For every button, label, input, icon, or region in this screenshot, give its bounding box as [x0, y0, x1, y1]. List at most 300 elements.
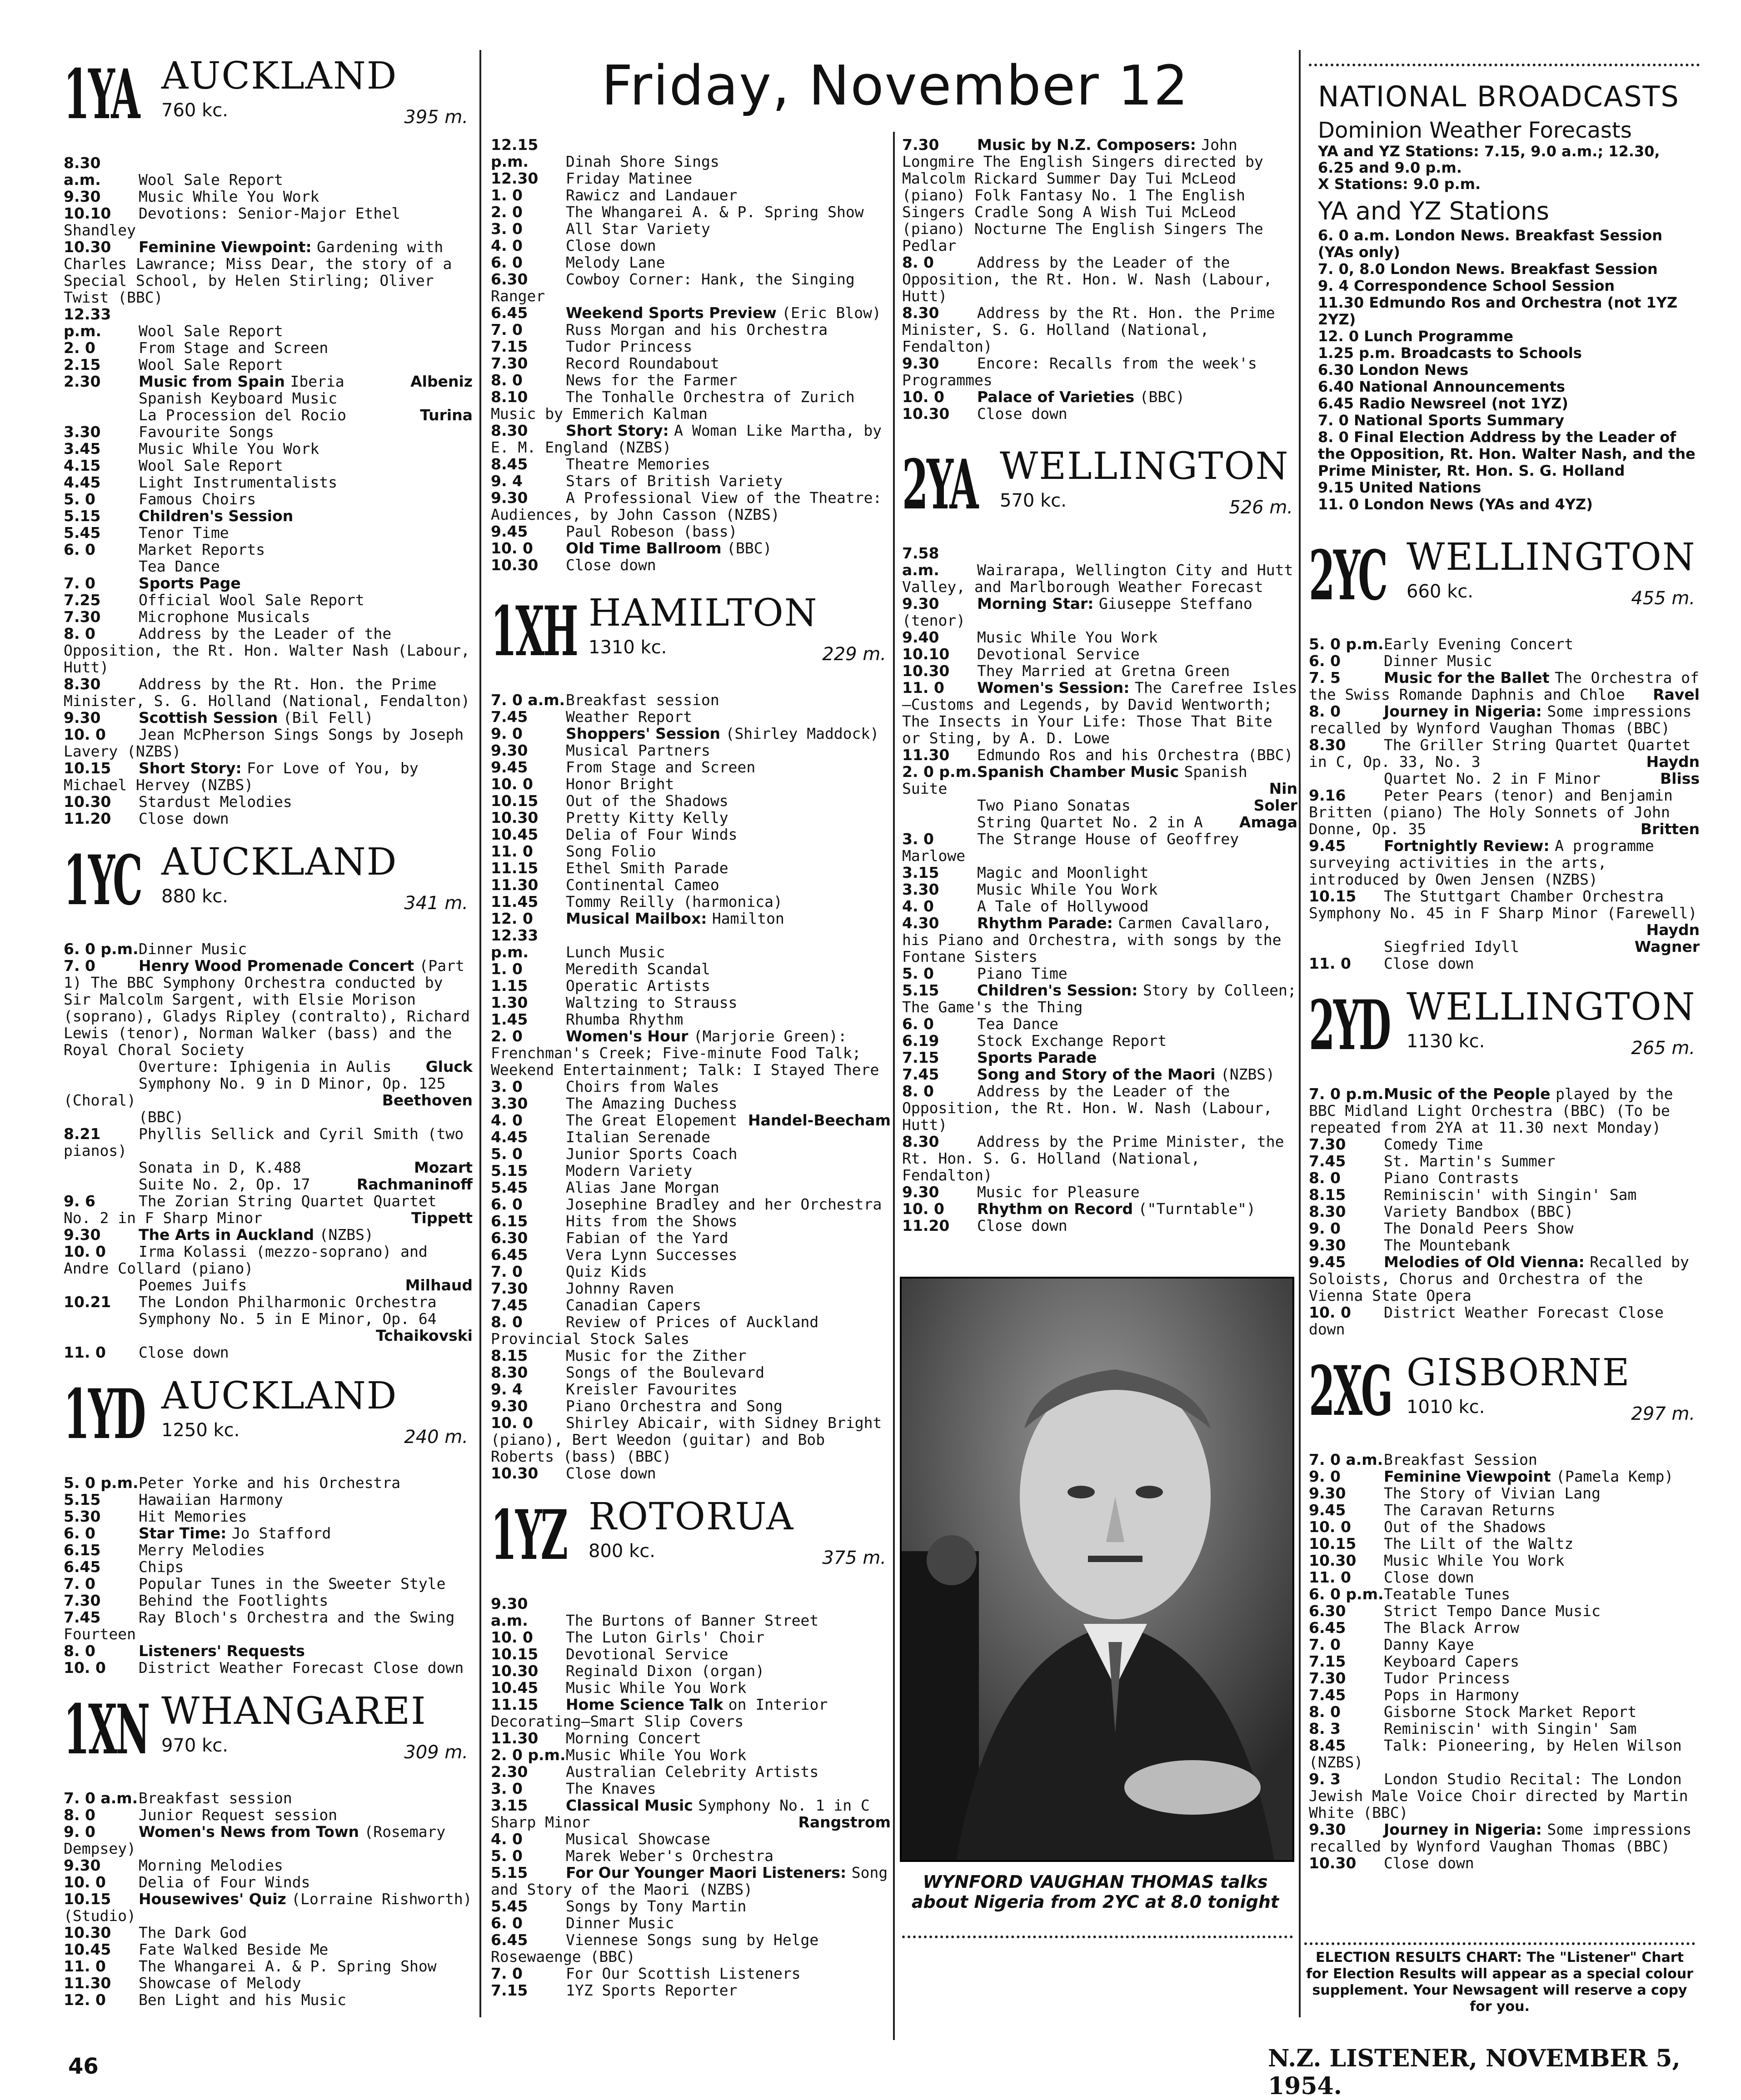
national-item: 7. 0 National Sports Summary [1318, 412, 1565, 429]
station-code: 1YA [64, 55, 139, 134]
entry-time: 8. 0 [1309, 1703, 1341, 1721]
entry-time: 8.45 [1309, 1737, 1346, 1754]
schedule-entry [902, 915, 1297, 965]
entry-time: 5.15 [64, 1491, 101, 1508]
entry-text: The Caravan Returns [1384, 1501, 1556, 1519]
schedule-entry [1309, 1220, 1700, 1237]
entry-text: Delia of Four Winds [566, 826, 738, 843]
station-header-1yd [64, 1370, 473, 1474]
entry-text: Magic and Moonlight [977, 864, 1149, 881]
schedule-1xh [491, 692, 891, 1482]
entry-text: Devotional Service [566, 1645, 728, 1663]
portrait-illustration [902, 1279, 1292, 1860]
entry-time: 2.30 [491, 1763, 528, 1781]
schedule-entry [64, 1525, 473, 1542]
entry-time: 12.30 [491, 169, 539, 187]
entry-time: 7.30 [64, 608, 101, 626]
entry-time: 3.15 [902, 864, 939, 881]
entry-time: 10.45 [491, 1679, 539, 1697]
entry-text: Fate Walked Beside Me [139, 1941, 329, 1958]
schedule-entry [902, 545, 1297, 595]
entry-text: Johnny Raven [566, 1279, 674, 1297]
schedule-entry [491, 1898, 891, 1915]
entry-text: Reminiscin' with Singin' Sam [1384, 1720, 1637, 1737]
schedule-entry [902, 679, 1297, 746]
entry-text: From Stage and Screen [566, 758, 756, 776]
entry-text: Wool Sale Report [139, 356, 283, 373]
national-title: NATIONAL BROADCASTS [1318, 80, 1680, 113]
entry-text: Music for Pleasure [977, 1183, 1140, 1201]
entry-text: John Longmire The English Singers directed by Malcolm Rickard Summer Day Tui McLeod (piano) Folk Fantasy No. 1 The English Singers Cradle Song A Wish Tui McLeod (piano) Nocturne The English Singers The Pedlar [902, 136, 1263, 254]
column-rule [479, 50, 481, 2017]
entry-text: Songs of the Boulevard [566, 1364, 765, 1381]
schedule-entry [1309, 652, 1700, 669]
entry-text: Record Roundabout [566, 354, 719, 372]
entry-text: (Shirley Maddock) [725, 725, 879, 742]
entry-time: 11. 0 [1309, 955, 1351, 972]
entry-time: 6.30 [491, 270, 528, 288]
election-results-note: ELECTION RESULTS CHART: The "Listener" Chart for Election Results will appear as a special colour supplement. Your Newsagent will reserve a copy for you. [1304, 1942, 1695, 2015]
entry-title: Music from Spain [139, 373, 290, 390]
schedule-entry [491, 776, 891, 792]
entry-time: 10.30 [64, 793, 111, 811]
schedule-entry [491, 557, 891, 573]
entry-text: The Strange House of Geoffrey Marlowe [902, 830, 1239, 865]
entry-text: Waltzing to Strauss [566, 994, 738, 1011]
entry-text: Recalled by Soloists, Chorus and Orchestra of the Vienna State Opera [1309, 1253, 1689, 1304]
entry-text: Some impressions recalled by Wynford Vaughan Thomas (BBC) [1309, 1821, 1692, 1855]
schedule-entry [1309, 1636, 1700, 1653]
entry-time: 8. 0 [491, 371, 523, 389]
station-wavelength: 229 m. [822, 644, 886, 665]
national-item: 11.30 Edmundo Ros and Orchestra (not 1YZ 2YZ) [1318, 294, 1678, 328]
schedule-entry [64, 1823, 473, 1857]
schedule-entry [491, 220, 891, 237]
schedule-entry [491, 237, 891, 254]
entry-time: 5.45 [64, 524, 101, 542]
schedule-entry [491, 708, 891, 725]
schedule-2yd [1309, 1085, 1700, 1338]
schedule-entry [64, 1806, 473, 1823]
schedule-entry [902, 388, 1297, 405]
entry-time: 6.45 [491, 1931, 528, 1949]
entry-time: 9.45 [1309, 1501, 1346, 1519]
station-code: 1XH [491, 592, 577, 672]
entry-text: Piano Time [977, 965, 1068, 982]
entry-text: (BBC) [139, 1108, 184, 1126]
entry-composer: Tippett [411, 1209, 473, 1227]
schedule-entry [491, 809, 891, 826]
schedule-entry [491, 1747, 891, 1763]
entry-time: 9.30 [64, 709, 101, 727]
entry-text: Famous Choirs [139, 490, 256, 508]
entry-text: Address by the Leader of the Opposition, the Rt. Hon. Walter Nash (Labour, Hutt) [64, 625, 470, 676]
entry-text: Stardust Melodies [139, 793, 292, 811]
entry-time: 5. 0 [902, 965, 934, 982]
entry-time: 9. 0 [64, 1823, 95, 1841]
entry-text: The Stuttgart Chamber Orchestra Symphony No. 45 in F Sharp Minor (Farewell) [1309, 887, 1697, 922]
entry-text: Lunch Music [566, 943, 665, 961]
schedule-entry [491, 1398, 891, 1414]
schedule-entry [491, 1915, 891, 1931]
schedule-entry [1309, 1468, 1700, 1485]
entry-text: Canadian Capers [566, 1296, 702, 1314]
entry-text: Tea Dance [139, 557, 220, 575]
entry-text: Chips [139, 1558, 184, 1576]
entry-text: For Our Scottish Listeners [566, 1965, 801, 1982]
station-frequency: 880 kc. [161, 886, 228, 907]
entry-text: Talk: Pioneering, by Helen Wilson (NZBS) [1309, 1737, 1682, 1771]
entry-time: 7. 0 [491, 1965, 523, 1982]
entry-time: 7.30 [902, 136, 939, 154]
column-2 [491, 136, 891, 1999]
schedule-entry [491, 1831, 891, 1847]
schedule-entry [1309, 1203, 1700, 1220]
entry-time: 8.30 a.m. [64, 154, 101, 189]
schedule-1yz [491, 1595, 891, 1999]
entry-time: 12. 0 [491, 910, 533, 927]
station-city: AUCKLAND [161, 1374, 398, 1418]
schedule-entry [491, 456, 891, 473]
station-header-1ya [64, 50, 473, 154]
entry-text: (BBC) [1139, 388, 1185, 406]
station-wavelength: 240 m. [404, 1427, 468, 1448]
entry-text: Alias Jane Morgan [566, 1179, 719, 1196]
entry-text: Sonata in D, K.488 [139, 1159, 301, 1176]
schedule-entry [64, 1474, 473, 1491]
entry-text: Close down [977, 405, 1068, 423]
entry-text: La Procession del Rocio [139, 406, 346, 424]
schedule-entry [64, 407, 473, 423]
entry-time: 7. 5 [1309, 669, 1341, 687]
schedule-entry [1309, 669, 1700, 703]
entry-time: 8. 0 [64, 1806, 95, 1824]
entry-text: Gardening with Charles Lawrance; Miss Dear, the story of a Special School, by Helen Stirling; Oliver Twist (BBC) [64, 238, 452, 306]
schedule-entry [491, 1095, 891, 1112]
schedule-entry [902, 254, 1297, 304]
schedule-entry [491, 170, 891, 187]
entry-text: A Professional View of the Theatre: Audiences, by John Casson (NZBS) [491, 489, 882, 523]
entry-time: 4.45 [491, 1128, 528, 1146]
entry-time: 4. 0 [491, 1830, 523, 1848]
schedule-2xg [1309, 1451, 1700, 1871]
entry-time: 2.15 [64, 356, 101, 373]
schedule-entry [491, 473, 891, 489]
entry-text: Music While You Work [139, 440, 319, 458]
entry-time: 8.10 [491, 388, 528, 406]
entry-time: 7. 0 [491, 1263, 523, 1280]
entry-time: 6. 0 [491, 1914, 523, 1932]
entry-time: 1.30 [491, 994, 528, 1011]
schedule-entry [491, 725, 891, 742]
entry-text: Spanish Keyboard Music [139, 389, 338, 407]
entry-time: 9. 0 [491, 725, 523, 742]
entry-time: 10.30 [491, 809, 539, 826]
schedule-entry [1309, 1304, 1700, 1338]
entry-text: (Rosemary Dempsey) [64, 1823, 446, 1857]
schedule-entry [491, 977, 891, 994]
entry-time: 5. 0 p.m. [64, 1474, 139, 1492]
schedule-entry [64, 1109, 473, 1125]
entry-time: 11.30 [902, 746, 950, 764]
schedule-entry [491, 1196, 891, 1213]
entry-text: District Weather Forecast Close down [1309, 1304, 1664, 1338]
entry-text: Address by the Prime Minister, the Rt. Hon. S. G. Holland (National, Fendalton) [902, 1133, 1284, 1184]
entry-text: Light Instrumentalists [139, 473, 338, 491]
entry-time: 10.15 [1309, 887, 1357, 905]
entry-text: played by the BBC Midland Light Orchestra (BBC) (To be repeated from 2YA at 11.30 next Monday) [1309, 1085, 1673, 1136]
schedule-entry [902, 1049, 1297, 1066]
entry-text: Josephine Bradley and her Orchestra [566, 1195, 882, 1213]
entry-text: Ethel Smith Parade [566, 859, 728, 877]
entry-time: 10.15 [491, 1645, 539, 1663]
entry-time: 10.30 [491, 556, 539, 574]
schedule-entry [902, 898, 1297, 915]
schedule-entry [64, 1924, 473, 1941]
entry-text: Songs by Tony Martin [566, 1897, 747, 1915]
entry-text: Peter Yorke and his Orchestra [139, 1474, 401, 1492]
entry-time: 9. 6 [64, 1192, 95, 1210]
station-frequency: 970 kc. [161, 1735, 228, 1756]
entry-time: 12. 0 [64, 1991, 106, 2009]
entry-time: 11.15 [491, 859, 539, 877]
entry-composer: Tchaikovski [376, 1327, 473, 1344]
entry-text: Italian Serenade [566, 1128, 710, 1146]
entry-title: Henry Wood Promenade Concert [139, 957, 419, 975]
entry-time: 9.45 [1309, 837, 1346, 855]
schedule-entry [491, 187, 891, 204]
entry-time: 7.30 [491, 354, 528, 372]
schedule-entry [64, 1226, 473, 1243]
entry-time: 4.15 [64, 457, 101, 474]
station-wavelength: 265 m. [1631, 1038, 1695, 1059]
schedule-entry [1309, 1771, 1700, 1821]
entry-text: Musical Partners [566, 741, 710, 759]
entry-text: Weather Report [566, 708, 693, 726]
schedule-entry [902, 1032, 1297, 1049]
station-header-2yd [1309, 981, 1700, 1085]
schedule-entry [64, 810, 473, 827]
entry-title: Journey in Nigeria: [1384, 702, 1547, 720]
entry-text: Music While You Work [566, 1746, 747, 1764]
entry-title: Melodies of Old Vienna: [1384, 1253, 1590, 1271]
entry-text: String Quartet No. 2 in A [977, 813, 1203, 831]
entry-text: From Stage and Screen [139, 339, 329, 357]
station-city: GISBORNE [1407, 1351, 1631, 1394]
entry-text: (Lorraine Rishworth) (Studio) [64, 1890, 472, 1925]
entry-text: The Black Arrow [1384, 1619, 1520, 1637]
entry-text: Honor Bright [566, 775, 674, 793]
entry-time: 3.30 [491, 1095, 528, 1112]
schedule-entry [902, 136, 1297, 254]
schedule-entry [64, 1659, 473, 1676]
station-code: 2YC [1309, 536, 1387, 616]
entry-time: 10. 0 [64, 726, 106, 743]
schedule-entry [64, 726, 473, 760]
schedule-entry [491, 136, 891, 170]
schedule-entry [902, 662, 1297, 679]
entry-time: 4.30 [902, 914, 939, 932]
entry-text: (Bil Fell) [283, 709, 374, 727]
column-rule [1299, 50, 1301, 2017]
entry-time: 6. 0 [64, 541, 95, 558]
schedule-entry [64, 1958, 473, 1975]
entry-time: 10. 0 [902, 388, 944, 406]
entry-text: Ray Bloch's Orchestra and the Swing Fourteen [64, 1608, 455, 1643]
entry-time: 12.33 p.m. [491, 926, 539, 961]
schedule-entry [1309, 938, 1700, 955]
entry-time: 7.45 [1309, 1152, 1346, 1170]
schedule-entry [64, 1058, 473, 1075]
entry-text: Song Folio [566, 842, 656, 860]
entry-text: The Whangarei A. & P. Spring Show [139, 1957, 437, 1975]
entry-time: 9.30 [491, 489, 528, 507]
schedule-entry [1309, 736, 1700, 770]
schedule-entry [64, 373, 473, 390]
schedule-entry [491, 876, 891, 893]
column-4 [1309, 64, 1700, 1871]
station-code: 1YD [64, 1374, 145, 1454]
schedule-entry [491, 742, 891, 759]
schedule-entry [491, 1129, 891, 1145]
schedule-2yc [1309, 636, 1700, 972]
national-item: 12. 0 Lunch Programme [1318, 328, 1513, 345]
national-item: 1.25 p.m. Broadcasts to Schools [1318, 344, 1582, 362]
entry-text: Address by the Rt. Hon. the Prime Minister, S. G. Holland (National, Fendalton) [902, 304, 1275, 355]
entry-text: Showcase of Melody [139, 1974, 301, 1992]
schedule-entry [1309, 1602, 1700, 1619]
entry-text: Variety Bandbox (BBC) [1384, 1203, 1574, 1220]
schedule-entry [491, 372, 891, 388]
schedule-entry [64, 1991, 473, 2008]
entry-title: Music by N.Z. Composers: [977, 136, 1202, 154]
entry-text: Market Reports [139, 541, 265, 558]
entry-text: Two Piano Sonatas [977, 796, 1131, 814]
entry-text: District Weather Forecast Close down [139, 1659, 464, 1677]
entry-text: London Studio Recital: The London Jewish Male Voice Choir directed by Martin White (BBC) [1309, 1770, 1688, 1821]
entry-time: 6.15 [64, 1541, 101, 1559]
schedule-entry [491, 1179, 891, 1196]
entry-time: 5. 0 [64, 490, 95, 508]
schedule-entry [64, 676, 473, 709]
station-frequency: 1310 kc. [589, 637, 667, 658]
entry-time: 1. 0 [491, 186, 523, 204]
schedule-entry [491, 960, 891, 977]
entry-composer: Turina [420, 406, 473, 424]
entry-text: Behind the Footlights [139, 1592, 329, 1609]
entry-composer: Rachmaninoff [356, 1175, 473, 1193]
schedule-entry [64, 440, 473, 457]
entry-time: 6. 0 [64, 1524, 95, 1542]
entry-time: 11.30 [491, 876, 539, 894]
schedule-2ya [902, 545, 1297, 1234]
schedule-entry [64, 205, 473, 239]
entry-time: 3. 0 [491, 1078, 523, 1095]
station-city: WELLINGTON [1407, 985, 1696, 1029]
entry-time: 8.21 [64, 1125, 101, 1143]
entry-time: 8. 3 [1309, 1720, 1341, 1737]
entry-text: Meredith Scandal [566, 960, 710, 978]
schedule-entry [491, 1797, 891, 1831]
entry-title: Fortnightly Review: [1384, 837, 1555, 855]
entry-time: 7.15 [902, 1049, 939, 1066]
entry-text: The Zorian String Quartet Quartet No. 2 in F Sharp Minor [64, 1192, 437, 1227]
station-frequency: 1130 kc. [1407, 1031, 1485, 1052]
entry-time: 8.30 [491, 1364, 528, 1381]
entry-text: Cowboy Corner: Hank, the Singing Ranger [491, 270, 855, 305]
entry-text: Carmen Cavallaro, his Piano and Orchestra, with songs by the Fontane Sisters [902, 914, 1282, 965]
entry-time: 3.30 [64, 423, 101, 441]
schedule-entry [64, 1508, 473, 1525]
schedule-entry [1309, 1653, 1700, 1670]
entry-time: 9.40 [902, 628, 939, 646]
entry-composer: Bliss [1660, 770, 1700, 787]
entry-time: 7. 0 [491, 321, 523, 338]
entry-title: For Our Younger Maori Listeners: [566, 1864, 852, 1881]
entry-text: Close down [566, 1464, 656, 1482]
entry-title: Women's Session: [977, 679, 1135, 697]
entry-title: Spanish Chamber Music [977, 763, 1184, 781]
schedule-entry [491, 792, 891, 809]
schedule-entry [491, 1595, 891, 1629]
entry-time: 10.21 [64, 1293, 111, 1311]
entry-time: 7. 0 a.m. [64, 1789, 138, 1807]
national-item: 6. 0 a.m. London News. Breakfast Session (YAs only) [1318, 227, 1663, 261]
schedule-entry [64, 508, 473, 524]
column-rule [893, 132, 895, 2040]
schedule-entry [64, 1125, 473, 1159]
entry-text: (Eric Blow) [782, 304, 881, 322]
entry-time: 10.45 [491, 826, 539, 843]
station-city: WELLINGTON [1407, 536, 1696, 579]
entry-text: Friday Matinee [566, 169, 693, 187]
schedule-entry [491, 1347, 891, 1364]
publication-footer: N.Z. LISTENER, NOVEMBER 5, 1954. [1268, 2045, 1681, 2100]
schedule-entry [64, 1277, 473, 1294]
entry-text: Devotions: Senior-Major Ethel Shandley [64, 204, 401, 239]
entry-time: 7.45 [902, 1065, 939, 1083]
schedule-entry [1309, 1085, 1700, 1136]
schedule-entry [902, 629, 1297, 646]
schedule-entry [491, 692, 891, 708]
entry-text: The Luton Girls' Choir [566, 1628, 765, 1646]
entry-text: Morning Concert [566, 1729, 702, 1747]
entry-time: 9. 0 [1309, 1468, 1341, 1485]
schedule-entry [902, 1066, 1297, 1083]
entry-text: Continental Cameo [566, 876, 719, 894]
station-header-1xn [64, 1685, 473, 1790]
schedule-entry [64, 608, 473, 625]
entry-text: Reginald Dixon (organ) [566, 1662, 765, 1680]
entry-time: 7.45 [491, 708, 528, 726]
entry-time: 9.45 [1309, 1253, 1346, 1271]
entry-time: 3. 0 [491, 1780, 523, 1797]
entry-time: 9.30 [902, 1183, 939, 1201]
schedule-entry [1309, 1855, 1700, 1871]
schedule-entry [902, 831, 1297, 864]
station-frequency: 570 kc. [1000, 490, 1067, 511]
schedule-entry [64, 154, 473, 188]
entry-time: 7.45 [491, 1296, 528, 1314]
entry-title: Morning Star: [977, 595, 1099, 612]
entry-text: Peter Pears (tenor) and Benjamin Britten (piano) The Holy Sonnets of John Donne, Op. 35 [1309, 786, 1673, 838]
entry-time: 6. 0 p.m. [1309, 1585, 1384, 1603]
entry-time: 8.30 [1309, 736, 1346, 754]
entry-time: 5. 0 [491, 1145, 523, 1163]
schedule-1yc [64, 941, 473, 1361]
entry-time: 6.19 [902, 1032, 939, 1050]
entry-time: 7.30 [64, 1592, 101, 1609]
